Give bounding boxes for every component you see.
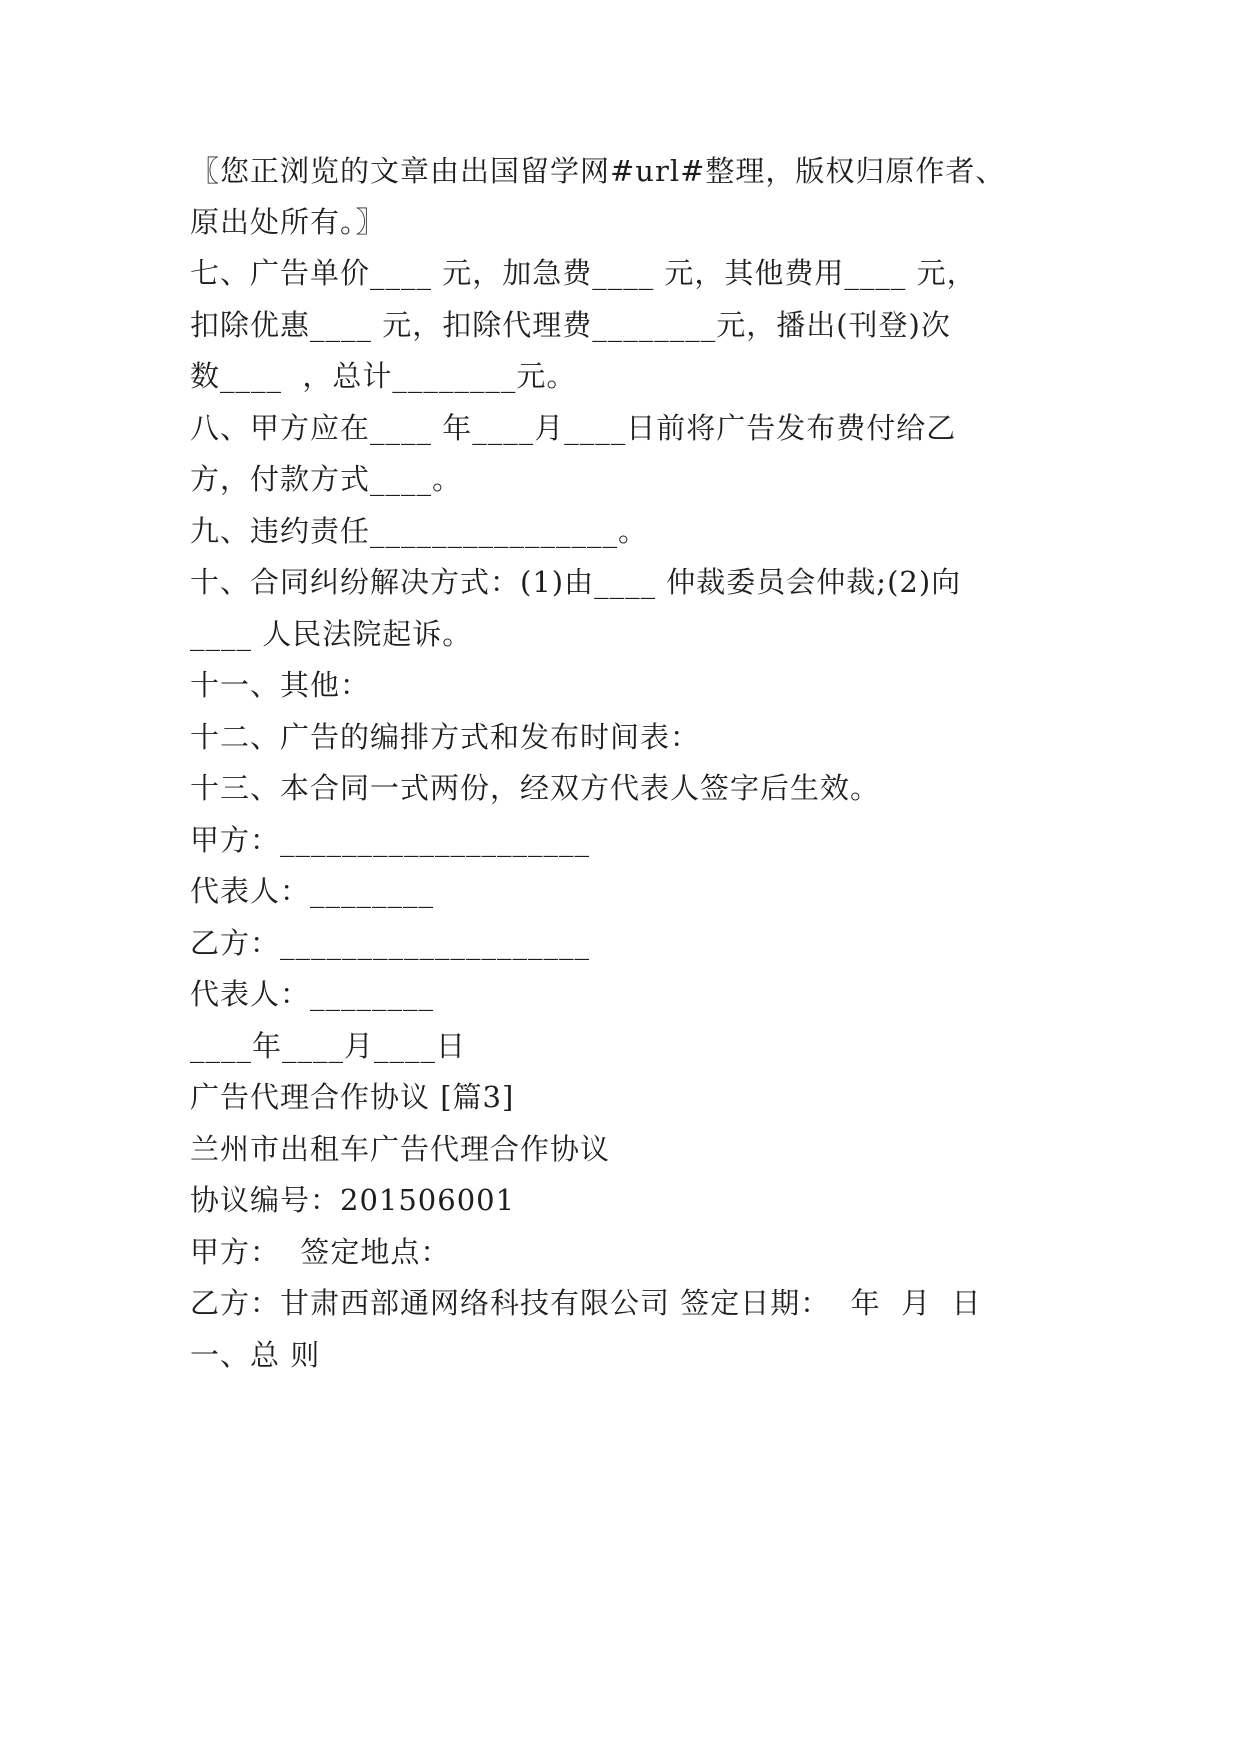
clause-13: 十三、本合同一式两份，经双方代表人签字后生效。 xyxy=(190,771,881,805)
party-b-representative: 代表人：________ xyxy=(190,977,435,1011)
party-a-representative: 代表人：________ xyxy=(190,874,435,908)
clause-10-line-1: 十、合同纠纷解决方式：(1)由____ 仲裁委员会仲裁;(2)向 xyxy=(190,565,962,599)
clause-10-line-2: ____ 人民法院起诉。 xyxy=(190,617,473,651)
party-b-signature: 乙方：____________________ xyxy=(190,926,591,960)
agreement-title: 兰州市出租车广告代理合作协议 xyxy=(190,1132,611,1166)
signing-date: ____年____月____日 xyxy=(190,1029,467,1063)
clause-8-line-2: 方，付款方式____。 xyxy=(190,462,463,496)
copyright-notice-line-1: 〖您正浏览的文章由出国留学网#url#整理，版权归原作者、 xyxy=(190,154,1006,188)
clause-11: 十一、其他： xyxy=(190,668,371,702)
clause-12: 十二、广告的编排方式和发布时间表： xyxy=(190,720,701,754)
clause-7-line-3: 数____ ，总计________元。 xyxy=(190,359,577,393)
clause-8-line-1: 八、甲方应在____ 年____月____日前将广告发布费付给乙 xyxy=(190,411,957,445)
general-provisions-heading: 一、总 则 xyxy=(190,1338,321,1372)
agreement-number: 协议编号：201506001 xyxy=(190,1183,516,1217)
party-a-signature: 甲方：____________________ xyxy=(190,823,591,857)
party-b-date: 乙方：甘肃西部通网络科技有限公司 签定日期： 年 月 日 xyxy=(190,1286,982,1320)
section-heading: 广告代理合作协议 [篇3] xyxy=(190,1080,515,1114)
copyright-notice-line-2: 原出处所有。〗 xyxy=(190,205,386,239)
clause-9: 九、违约责任________________。 xyxy=(190,514,649,548)
clause-7-line-1: 七、广告单价____ 元，加急费____ 元，其他费用____ 元， xyxy=(190,256,977,290)
clause-7-line-2: 扣除优惠____ 元，扣除代理费________元，播出(刊登)次 xyxy=(190,308,951,342)
party-a-location: 甲方： 签定地点： xyxy=(190,1235,451,1269)
